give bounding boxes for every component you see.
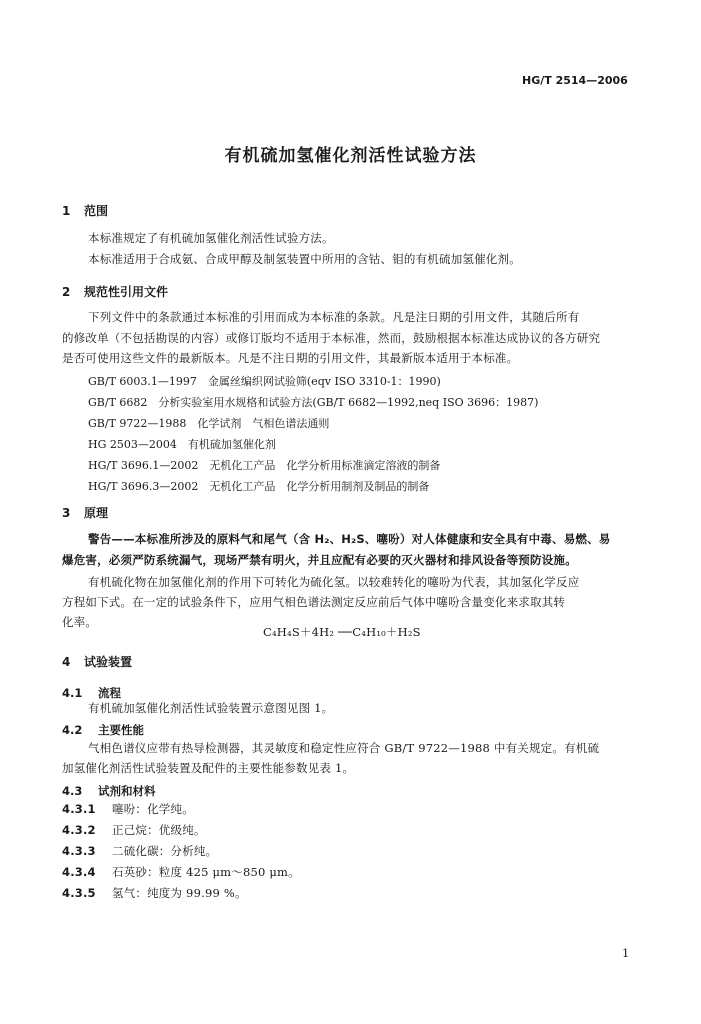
list-item [62,843,217,859]
section-number: 3 [62,506,71,520]
item-number: 4.3.4 [62,865,96,879]
item-number: 4.3.1 [62,802,96,816]
subsection-title: 主要性能 [98,723,144,737]
section-number: 1 [62,204,71,218]
section-2-heading [62,283,168,300]
item-text: 二硫化碳：分析纯。 [112,844,218,858]
paragraph-line: 下列文件中的条款通过本标准的引用而成为本标准的条款。凡是注日期的引用文件，其随后所有 [88,310,580,324]
paragraph: 本标准适用于合成氨、合成甲醇及制氢装置中所用的含钴、钼的有机硫加氢催化剂。 [88,252,521,266]
section-4-heading [62,653,132,670]
paragraph: 有机硫加氢催化剂活性试验装置示意图见图 1。 [88,701,334,715]
item-number: 4.3.2 [62,823,96,837]
item-text: 正己烷：优级纯。 [112,823,206,837]
paragraph-line: 是否可使用这些文件的最新版本。凡是不注日期的引用文件，其最新版本适用于本标准。 [62,351,519,365]
subsection-title: 流程 [98,686,121,700]
page-number: 1 [622,946,630,960]
subsection-number: 4.3 [62,784,83,798]
item-number: 4.3.5 [62,886,96,900]
paragraph-line: 加氢催化剂活性试验装置及配件的主要性能参数见表 1。 [62,761,355,775]
paragraph-line: 气相色谱仪应带有热导检测器，其灵敏度和稳定性应符合 GB/T 9722—1988 中有关规定。有机硫 [88,741,600,755]
item-number: 4.3.3 [62,844,96,858]
section-title: 原理 [84,506,109,520]
subsection-4-3-heading [62,780,156,799]
section-3-heading [62,504,108,521]
paragraph-line: 的修改单（不包括勘误的内容）或修订版均不适用于本标准，然而，鼓励根据本标准达成协议的各方研究 [62,331,601,345]
reference-item: GB/T 6003.1—1997 金属丝编织网试验筛(eqv ISO 3310-1：1990) [88,375,441,388]
warning-line: 爆危害，必须严防系统漏气，现场严禁有明火，并且应配有必要的灭火器材和排风设备等预防设施。 [62,553,577,567]
paragraph-line: 有机硫化物在加氢催化剂的作用下可转化为硫化氢。以较难转化的噻吩为代表，其加氢化学反应 [88,575,580,589]
list-item [62,885,247,901]
subsection-title: 试剂和材料 [98,784,156,798]
reference-item: HG/T 3696.3—2002 无机化工产品 化学分析用制剂及制品的制备 [88,480,430,493]
standard-code: HG/T 2514—2006 [522,74,628,87]
subsection-number: 4.1 [62,686,83,700]
paragraph-line: 化率。 [62,615,98,629]
reference-item: HG 2503—2004 有机硫加氢催化剂 [88,438,276,451]
reference-item: HG/T 3696.1—2002 无机化工产品 化学分析用标准滴定溶液的制备 [88,459,441,472]
section-number: 4 [62,655,71,669]
subsection-4-2-heading [62,719,144,738]
item-text: 氢气：纯度为 99.99 %。 [112,886,247,900]
page-title: 有机硫加氢催化剂活性试验方法 [224,146,477,166]
item-text: 噻吩：化学纯。 [112,802,194,816]
subsection-number: 4.2 [62,723,83,737]
item-text: 石英砂：粒度 425 μm～850 μm。 [112,865,300,879]
paragraph: 本标准规定了有机硫加氢催化剂活性试验方法。 [88,231,334,245]
subsection-4-1-heading [62,682,121,701]
section-title: 规范性引用文件 [84,285,169,299]
section-title: 范围 [84,204,109,218]
section-title: 试验装置 [84,655,133,669]
list-item [62,864,300,880]
reference-item: GB/T 9722—1988 化学试剂 气相色谱法通则 [88,417,330,430]
list-item [62,822,206,838]
section-number: 2 [62,285,71,299]
warning-line: 警告——本标准所涉及的原料气和尾气（含 H₂、H₂S、噻吩）对人体健康和安全具有中毒、易燃、易 [88,532,611,546]
list-item [62,801,194,817]
chemical-equation: C₄H₄S＋4H₂ ──C₄H₁₀＋H₂S [263,625,421,639]
reference-item: GB/T 6682 分析实验室用水规格和试验方法(GB/T 6682—1992,neq ISO 3696：1987) [88,396,539,409]
section-1-heading [62,202,108,219]
paragraph-line: 方程如下式。在一定的试验条件下，应用气相色谱法测定反应前后气体中噻吩含量变化来求取其转 [62,595,566,609]
